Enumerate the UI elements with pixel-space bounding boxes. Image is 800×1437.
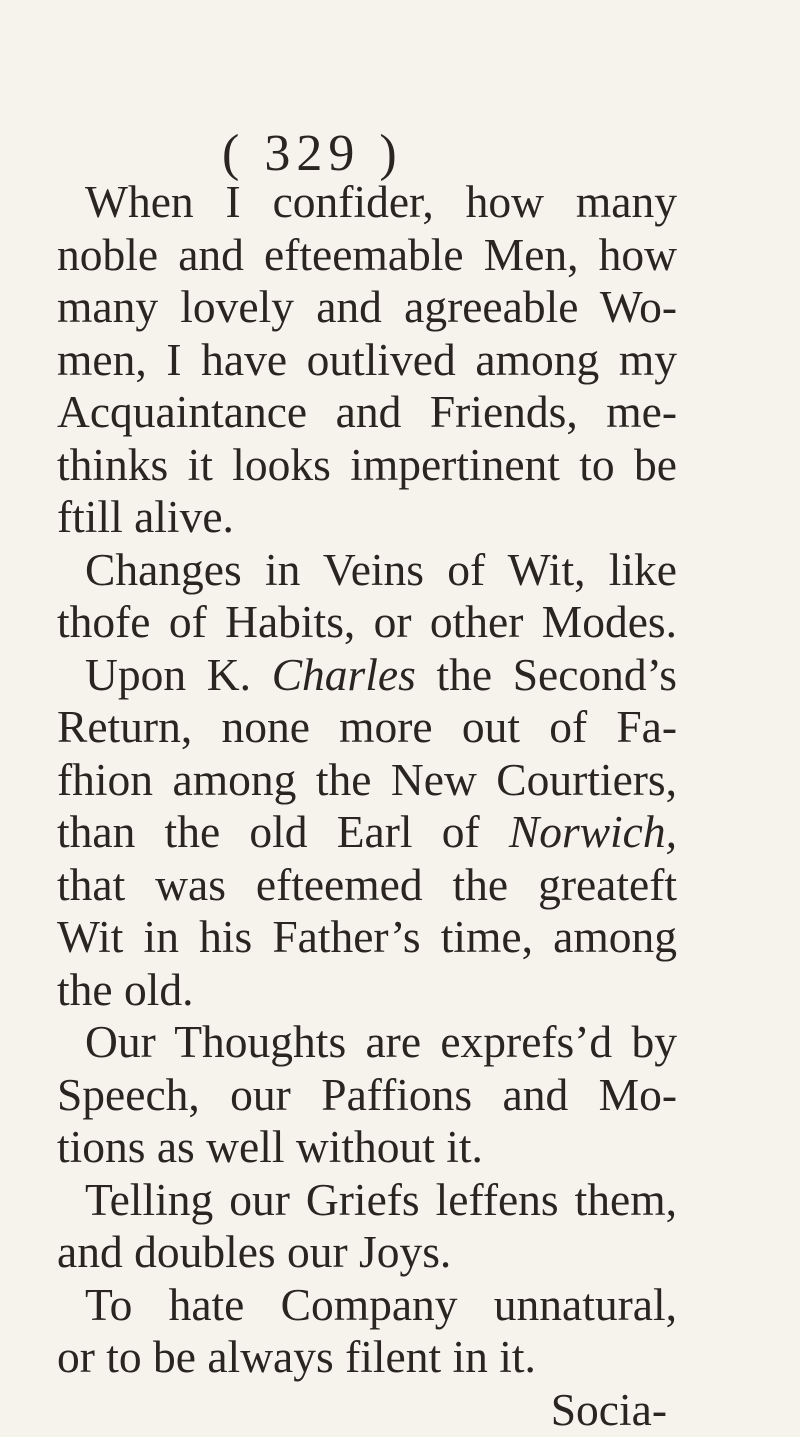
text-line: [57, 649, 677, 702]
text-line: Changes in Veins of Wit, like: [85, 543, 677, 595]
text-line: [57, 806, 677, 859]
text-line: many lovely and agreeable Wo-: [57, 281, 677, 332]
text-line: thofe of Habits, or other Modes.: [57, 596, 677, 647]
text-line: When I confider, how many: [85, 176, 677, 227]
text-line: men, I have outlived among my: [57, 333, 677, 385]
text-line: Speech, our Paffions and Mo-: [57, 1068, 677, 1120]
text-segment: Upon K.: [85, 648, 252, 700]
text-line: and doubles our Joys.: [57, 1226, 452, 1277]
text-line: tions as well without it.: [57, 1121, 483, 1172]
text-line: Our Thoughts are exprefs’d by: [85, 1016, 677, 1067]
text-line: fhion among the New Courtiers,: [57, 753, 677, 805]
text-line: Telling our Griefs leffens them,: [85, 1173, 677, 1225]
page-text: [57, 176, 677, 1436]
text-line: or to be always filent in it.: [57, 1331, 536, 1382]
page-number: ( 329 ): [222, 125, 403, 182]
italic-name: Charles: [271, 648, 416, 700]
text-line: Wit in his Father’s time, among: [57, 911, 677, 962]
text-line: ftill alive.: [57, 491, 234, 542]
text-segment: the Second’s: [436, 648, 678, 700]
text-line: the old.: [57, 963, 194, 1015]
text-line: thinks it looks impertinent to be: [57, 438, 677, 490]
italic-name: Norwich,: [508, 806, 678, 857]
text-line: noble and efteemable Men, how: [57, 228, 677, 280]
text-line: that was efteemed the greateft: [57, 858, 677, 910]
text-segment: than the old Earl of: [57, 806, 480, 857]
catchword: Socia-: [550, 1383, 667, 1435]
text-line: Return, none more out of Fa-: [57, 701, 677, 752]
text-line: Acquaintance and Friends, me-: [57, 386, 677, 437]
text-line: To hate Company unnatural,: [85, 1278, 677, 1330]
